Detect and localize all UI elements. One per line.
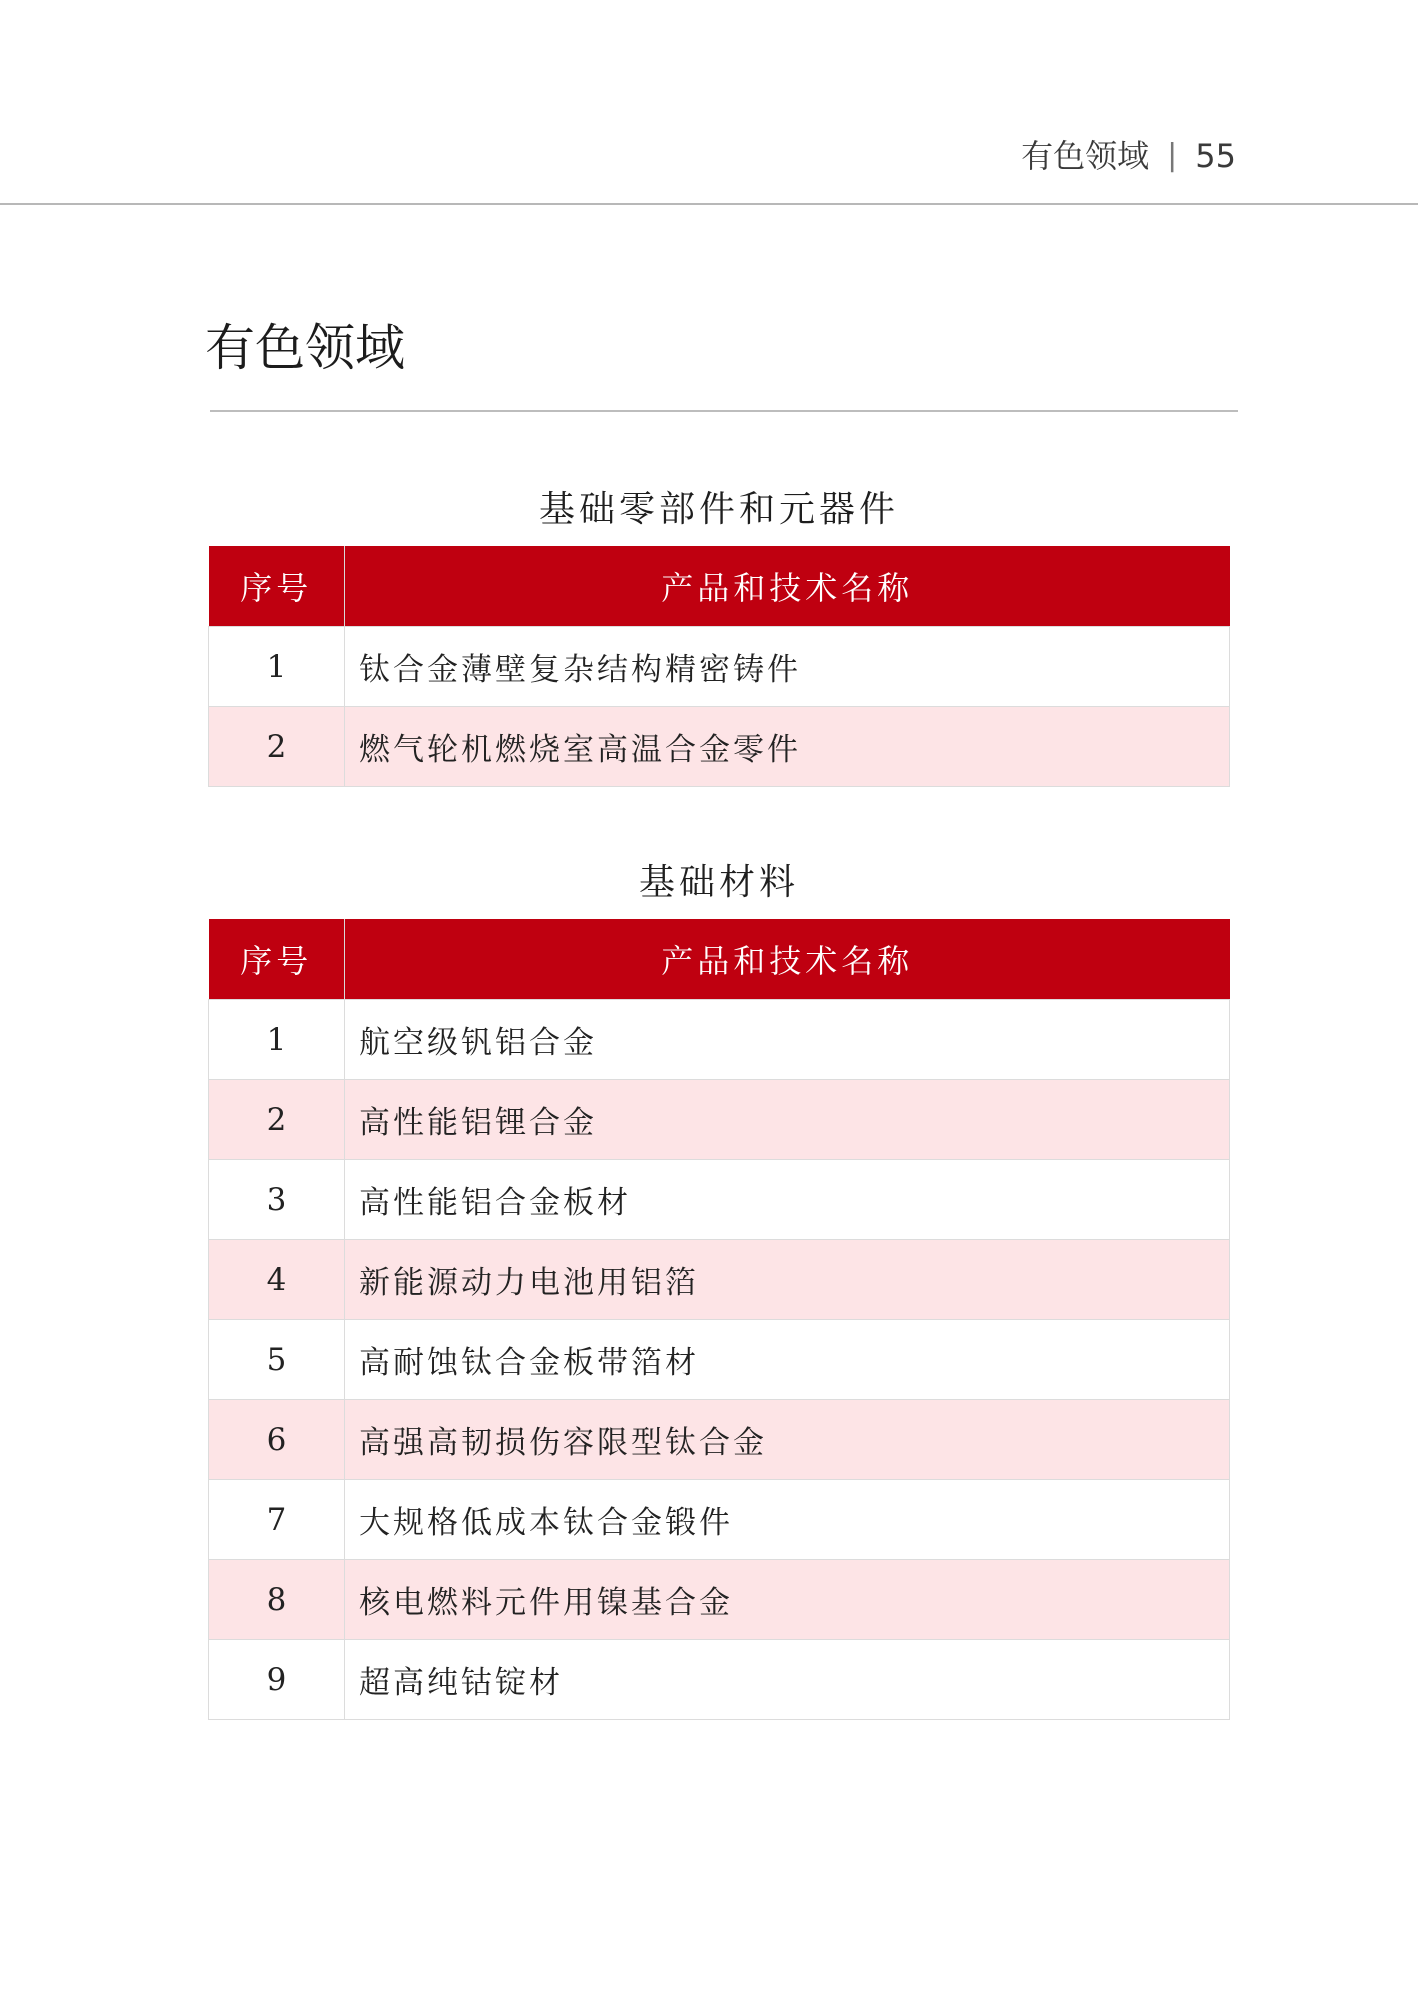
table-row [209, 1320, 1230, 1400]
row-name: 高性能铝锂合金 [345, 1080, 1230, 1160]
section-basic-components [208, 486, 1230, 787]
row-index: 2 [209, 707, 345, 787]
row-name: 高强高韧损伤容限型钛合金 [345, 1400, 1230, 1480]
table-row [209, 1240, 1230, 1320]
column-header-index: 序号 [209, 546, 345, 627]
row-name: 高耐蚀钛合金板带箔材 [345, 1320, 1230, 1400]
product-table [208, 919, 1230, 1720]
table-header-row [209, 546, 1230, 627]
row-name: 核电燃料元件用镍基合金 [345, 1560, 1230, 1640]
table-row [209, 1080, 1230, 1160]
page-number: 55 [1195, 137, 1236, 175]
row-index: 9 [209, 1640, 345, 1720]
table-header-row [209, 919, 1230, 1000]
row-index: 3 [209, 1160, 345, 1240]
section-basic-materials [208, 859, 1230, 1720]
title-divider [210, 410, 1238, 412]
column-header-index: 序号 [209, 919, 345, 1000]
row-name: 钛合金薄壁复杂结构精密铸件 [345, 627, 1230, 707]
row-name: 航空级钒铝合金 [345, 1000, 1230, 1080]
row-index: 7 [209, 1480, 345, 1560]
header-section-name: 有色领域 [1021, 137, 1150, 175]
table-row [209, 1160, 1230, 1240]
table-row [209, 1480, 1230, 1560]
table-row [209, 1000, 1230, 1080]
row-index: 8 [209, 1560, 345, 1640]
page-title: 有色领域 [205, 319, 405, 377]
row-name: 超高纯钴锭材 [345, 1640, 1230, 1720]
row-name: 高性能铝合金板材 [345, 1160, 1230, 1240]
section-title: 基础零部件和元器件 [538, 489, 899, 530]
section-title: 基础材料 [638, 862, 799, 903]
row-name: 燃气轮机燃烧室高温合金零件 [345, 707, 1230, 787]
row-index: 1 [209, 627, 345, 707]
column-header-name: 产品和技术名称 [345, 919, 1230, 1000]
header-separator: | [1167, 138, 1178, 173]
product-table [208, 546, 1230, 787]
row-index: 2 [209, 1080, 345, 1160]
header-divider [0, 203, 1418, 205]
column-header-name: 产品和技术名称 [345, 546, 1230, 627]
table-row [209, 627, 1230, 707]
table-row [209, 1640, 1230, 1720]
table-row [209, 1560, 1230, 1640]
running-header [1021, 137, 1236, 175]
row-index: 5 [209, 1320, 345, 1400]
row-index: 1 [209, 1000, 345, 1080]
table-row [209, 1400, 1230, 1480]
row-index: 6 [209, 1400, 345, 1480]
row-index: 4 [209, 1240, 345, 1320]
row-name: 新能源动力电池用铝箔 [345, 1240, 1230, 1320]
table-row [209, 707, 1230, 787]
row-name: 大规格低成本钛合金锻件 [345, 1480, 1230, 1560]
